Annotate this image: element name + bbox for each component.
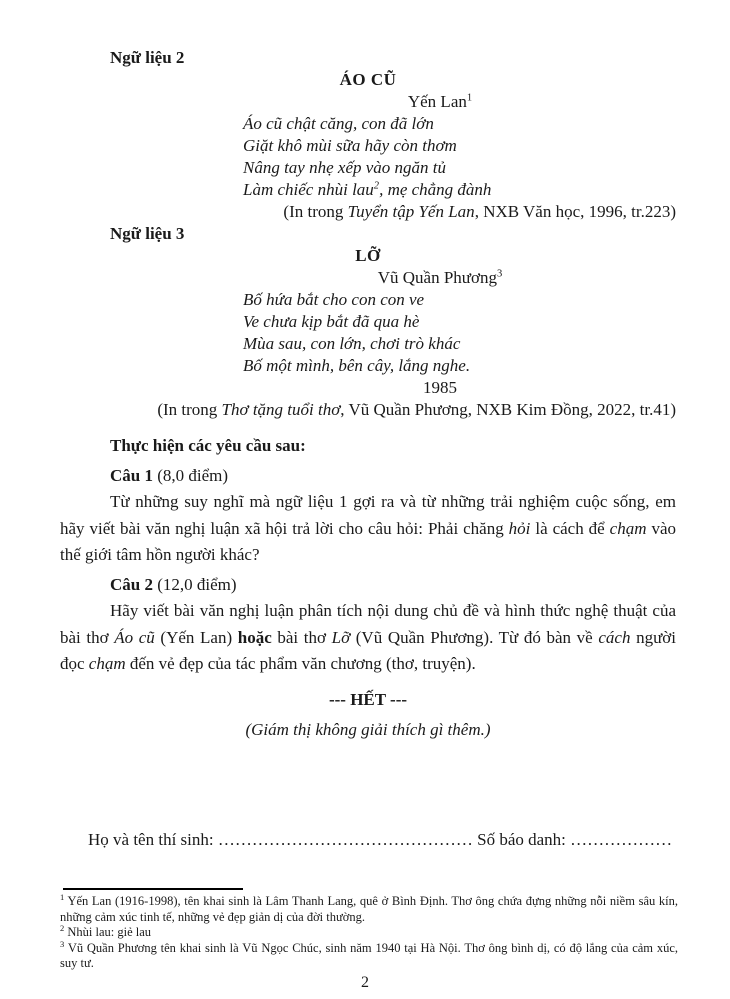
- question-2-label: Câu 2: [110, 574, 153, 594]
- poem-2-year: 1985: [423, 378, 457, 397]
- material-2-label: Ngữ liệu 2: [110, 48, 185, 67]
- question-2-body: [60, 598, 676, 678]
- footnote-1: [60, 891, 678, 925]
- text-run: là cách để: [530, 518, 610, 538]
- question-2-heading: [110, 572, 676, 599]
- footnote-ref-1: 1: [466, 92, 473, 104]
- citation-suffix: , Vũ Quần Phương, NXB Kim Đồng, 2022, tr.41): [340, 400, 676, 419]
- poem-1-line-1: Áo cũ chật căng, con đã lớn: [243, 114, 434, 133]
- footnote-2: [60, 922, 678, 941]
- cited-book-title: Tuyển tập Yến Lan: [347, 202, 475, 221]
- candidate-number-dotted-blank: ………………: [570, 830, 673, 849]
- footnote-3-marker: 3: [60, 938, 65, 949]
- task-intro-heading: Thực hiện các yêu cầu sau:: [110, 436, 306, 455]
- emphasized-word: cách: [598, 627, 631, 647]
- exam-tasks: [60, 433, 676, 744]
- emphasized-word: chạm: [609, 518, 647, 538]
- candidate-info-line: [60, 828, 676, 852]
- poem-1-line-4: [243, 179, 676, 201]
- poem-2-line-3: Mùa sau, con lớn, chơi trò khác: [243, 334, 461, 353]
- citation-prefix: (In trong: [283, 202, 348, 221]
- question-2-points: (12,0 điểm): [152, 574, 237, 594]
- poem-1-author-name: Yến Lan: [407, 92, 467, 111]
- poem-1-line-2: Giặt khô mùi sữa hãy còn thơm: [243, 136, 457, 155]
- poem-2-line-1: Bố hứa bắt cho con con ve: [243, 290, 425, 309]
- footnote-1-marker: 1: [60, 891, 65, 902]
- bold-connector: hoặc: [237, 627, 272, 647]
- footnote-ref-2: 2: [373, 180, 380, 192]
- end-of-exam-mark: --- HẾT ---: [328, 689, 408, 709]
- text-run: (Vũ Quần Phương). Từ đó bàn về: [350, 627, 599, 647]
- text-run: vào thế giới tâm hồn người khác?: [60, 518, 676, 564]
- poem-1-title: ÁO CŨ: [339, 70, 397, 89]
- text-run: bài thơ: [271, 627, 332, 647]
- candidate-number-label: Số báo danh:: [477, 830, 571, 849]
- poem-1-line-3: Nâng tay nhẹ xếp vào ngăn tủ: [243, 158, 447, 177]
- footnote-2-text: Nhùi lau: giẻ lau: [64, 925, 152, 939]
- text-run: Từ những suy nghĩ mà ngữ liệu 1 gợi ra và từ những trải nghiệm cuộc sống, em hãy viết bài văn nghị luận xã hội trả lời cho câu hỏi: Phải chăng: [60, 492, 676, 538]
- poem-1-line-4-text: Làm chiếc nhùi lau: [243, 180, 374, 199]
- footnote-3: [60, 938, 678, 972]
- poem-2-title: LỠ: [355, 246, 381, 265]
- material-3-label: Ngữ liệu 3: [110, 224, 185, 243]
- citation-suffix: , NXB Văn học, 1996, tr.223): [474, 202, 676, 221]
- text-run: (Yến Lan): [154, 627, 238, 647]
- page-number: 2: [361, 974, 369, 991]
- footnote-3-text: Vũ Quần Phương tên khai sinh là Vũ Ngọc Chúc, sinh năm 1940 tại Hà Nội. Thơ ông bình dị, có độ lắng của cảm xúc, suy tư.: [60, 940, 678, 970]
- poem-1-author: [204, 91, 676, 113]
- text-run: đến vẻ đẹp của tác phẩm văn chương (thơ, truyện).: [125, 654, 476, 673]
- emphasized-word: hỏi: [508, 518, 531, 538]
- poem-title-ref: Lỡ: [331, 627, 351, 647]
- poem-2-line-2: Ve chưa kịp bắt đã qua hè: [243, 312, 420, 331]
- poem-2-author-name: Vũ Quần Phương: [377, 268, 497, 287]
- citation-prefix: (In trong: [157, 400, 222, 419]
- poem-2-line-4: Bố một mình, bên cây, lắng nghe.: [243, 356, 471, 375]
- candidate-name-label: Họ và tên thí sinh:: [88, 830, 218, 849]
- poem-2-citation: [60, 399, 676, 421]
- text-run: Hãy viết bài văn nghị luận phân tích nội dung chủ đề và hình thức nghệ thuật của bài thơ: [60, 601, 676, 647]
- question-1-heading: [110, 463, 676, 490]
- question-1-points: (8,0 điểm): [152, 465, 229, 485]
- question-1-label: Câu 1: [110, 465, 153, 485]
- footnote-2-marker: 2: [60, 922, 65, 933]
- cited-book-title: Thơ tặng tuổi thơ: [221, 400, 341, 419]
- footnote-ref-3: 3: [497, 268, 503, 280]
- footnotes-block: [60, 891, 678, 972]
- poem-1-line-4-tail: , mẹ chẳng đành: [379, 180, 492, 199]
- candidate-name-dotted-blank: ………………………………………: [217, 830, 478, 849]
- poem-1-citation: [60, 201, 676, 223]
- emphasized-word: chạm: [88, 654, 126, 673]
- text-run: người đọc: [60, 627, 677, 673]
- footnote-separator-rule: [63, 888, 243, 890]
- footnote-1-text: Yến Lan (1916-1998), tên khai sinh là Lâm Thanh Lang, quê ở Bình Định. Thơ ông chứa đựng những nỗi niềm sâu kín, những cảm xúc tinh tế, những vẻ đẹp giản dị của đời thường.: [60, 894, 678, 924]
- reading-materials: [60, 47, 676, 421]
- poem-title-ref: Áo cũ: [114, 627, 155, 647]
- proctor-note: (Giám thị không giải thích gì thêm.): [245, 720, 491, 739]
- poem-2-author: [204, 267, 676, 289]
- question-1-body: [60, 489, 676, 569]
